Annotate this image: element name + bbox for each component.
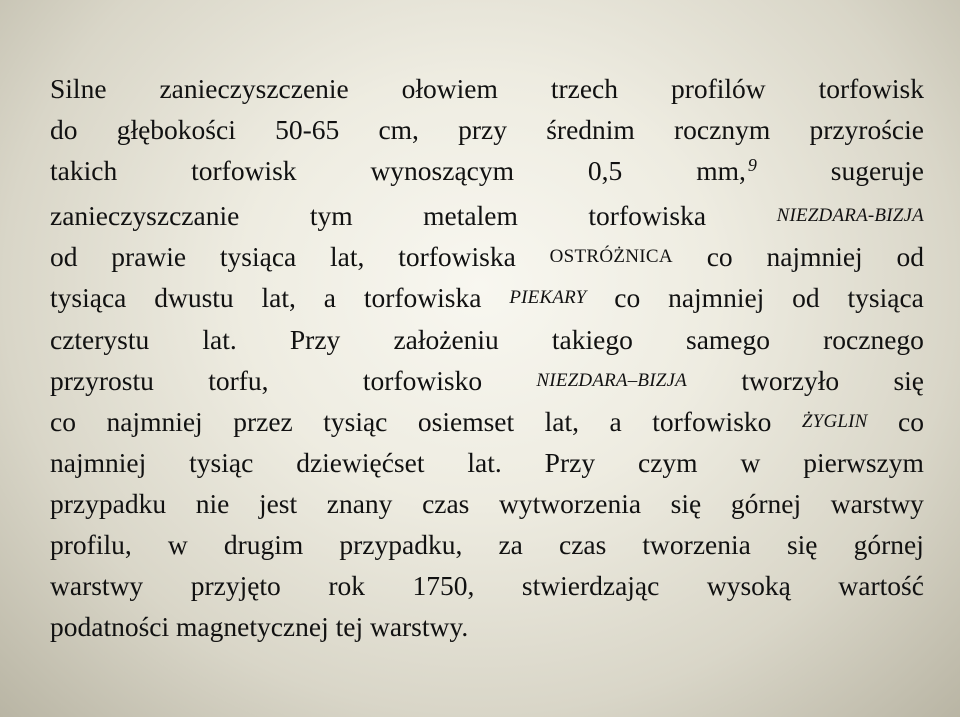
word: a: [609, 405, 622, 437]
word: cm,: [378, 114, 419, 146]
text-line: [50, 236, 924, 277]
word: osiemset: [417, 405, 515, 437]
word: dwustu: [154, 282, 234, 314]
site-name-zyglin: ŻYGLIN: [801, 410, 868, 432]
word: rocznym: [674, 114, 771, 146]
word: wytworzenia: [499, 487, 642, 519]
word: 50-65: [275, 114, 340, 146]
text-line: [50, 483, 924, 524]
word: się: [786, 529, 818, 561]
site-name-niezdara-bizja: NIEZDARA-BIZJA: [776, 205, 924, 227]
word: wysoką: [706, 570, 791, 602]
word: stwierdzając: [521, 570, 660, 602]
word: od: [792, 282, 820, 314]
word: zanieczyszczanie: [50, 200, 240, 232]
site-name-ostroznica: OSTRÓŻNICA: [549, 246, 673, 268]
word: warstwy: [50, 570, 144, 602]
word: w: [740, 446, 761, 478]
word: Przy: [544, 446, 596, 478]
word: przy: [458, 114, 507, 146]
text-line: [50, 524, 924, 565]
word: przyjęto: [190, 570, 281, 602]
word: najmniej: [668, 282, 765, 314]
text-line: [50, 277, 924, 318]
site-name-piekary: PIEKARY: [509, 287, 587, 309]
body-paragraph: [50, 68, 924, 647]
word: tysiąca: [50, 282, 127, 314]
site-name-niezdara-bizja: NIEZDARA–BIZJA: [536, 369, 687, 391]
word: drugim: [223, 529, 304, 561]
text-line: [50, 319, 924, 360]
word: torfowiska: [588, 200, 707, 232]
word: najmniej: [766, 241, 863, 273]
word: najmniej: [106, 405, 203, 437]
word: metalem: [423, 200, 518, 232]
word: wartość: [838, 570, 924, 602]
word: przyroście: [809, 114, 924, 146]
word: lat.: [202, 323, 237, 355]
word: czas: [558, 529, 607, 561]
word: w: [167, 529, 188, 561]
word: trzech: [550, 73, 619, 104]
word: za: [498, 529, 523, 561]
text-line: [50, 442, 924, 483]
word: prawie: [111, 241, 187, 273]
word-with-footnote: [696, 150, 757, 195]
word: od: [896, 241, 924, 273]
word: Przy: [289, 323, 341, 355]
word: profilu,: [50, 529, 132, 561]
word: od: [50, 241, 78, 273]
word: wynoszącym: [370, 155, 515, 187]
word: nie: [195, 487, 230, 519]
word: górnej: [853, 529, 924, 561]
text-line: [50, 195, 924, 236]
word: przypadku: [50, 487, 167, 519]
text-line: [50, 565, 924, 606]
word: średnim: [546, 114, 635, 146]
word: najmniej: [50, 446, 147, 478]
word: lat,: [544, 405, 580, 437]
word: rok: [328, 570, 365, 602]
word: tworzenia: [642, 529, 751, 561]
word: tworzyło: [741, 364, 840, 396]
word: warstwy: [830, 487, 924, 519]
word: ołowiem: [401, 73, 498, 104]
word: przyrostu: [50, 364, 154, 396]
word: przypadku,: [339, 529, 463, 561]
word: torfowisko: [652, 405, 772, 437]
word: dziewięćset: [296, 446, 425, 478]
word: tysiąc: [323, 405, 388, 437]
word: górnej: [730, 487, 802, 519]
word: co: [706, 241, 733, 273]
text-line: [50, 109, 924, 150]
word: czas: [422, 487, 470, 519]
word: znany: [326, 487, 393, 519]
word: głębokości: [116, 114, 236, 146]
word: torfowiska: [398, 241, 516, 273]
word: zanieczyszczenie: [159, 73, 349, 104]
word: torfowisk: [191, 155, 297, 187]
word: tysiąca: [847, 282, 924, 314]
word: Silne: [50, 73, 107, 104]
word: 0,5: [587, 155, 623, 187]
text-line: [50, 150, 924, 195]
text-line: [50, 360, 924, 401]
word: profilów: [670, 73, 766, 104]
word: co: [898, 405, 924, 437]
word: tysiąc: [189, 446, 254, 478]
word: tym: [309, 200, 353, 232]
word: mm,: [696, 155, 746, 187]
word: przez: [233, 405, 293, 437]
word: takiego: [551, 323, 633, 355]
word: pierwszym: [803, 446, 924, 478]
text-line-last: [50, 606, 924, 647]
word: czterystu: [50, 323, 150, 355]
word: podatności magnetycznej tej warstwy.: [50, 611, 469, 643]
word: torfowisk: [818, 73, 924, 104]
word: lat,: [330, 241, 365, 273]
footnote-reference: 9: [747, 155, 757, 176]
word: tysiąca: [219, 241, 297, 273]
word: sugeruje: [830, 155, 924, 187]
word: rocznego: [823, 323, 924, 355]
word: lat.: [467, 446, 502, 478]
word: co: [50, 405, 76, 437]
word: założeniu: [393, 323, 499, 355]
word: torfowisko: [362, 364, 483, 396]
word: czym: [637, 446, 698, 478]
word: torfu,: [208, 364, 269, 396]
word: torfowiska: [363, 282, 482, 314]
word: się: [893, 364, 924, 396]
text-line: [50, 401, 924, 442]
text-line: [50, 68, 924, 109]
word: samego: [686, 323, 771, 355]
word: lat,: [261, 282, 296, 314]
word: do: [50, 114, 78, 146]
word: a: [323, 282, 336, 314]
word: jest: [258, 487, 298, 519]
word: się: [670, 487, 702, 519]
word: co: [614, 282, 641, 314]
word: takich: [50, 155, 118, 187]
word: 1750,: [412, 570, 475, 602]
